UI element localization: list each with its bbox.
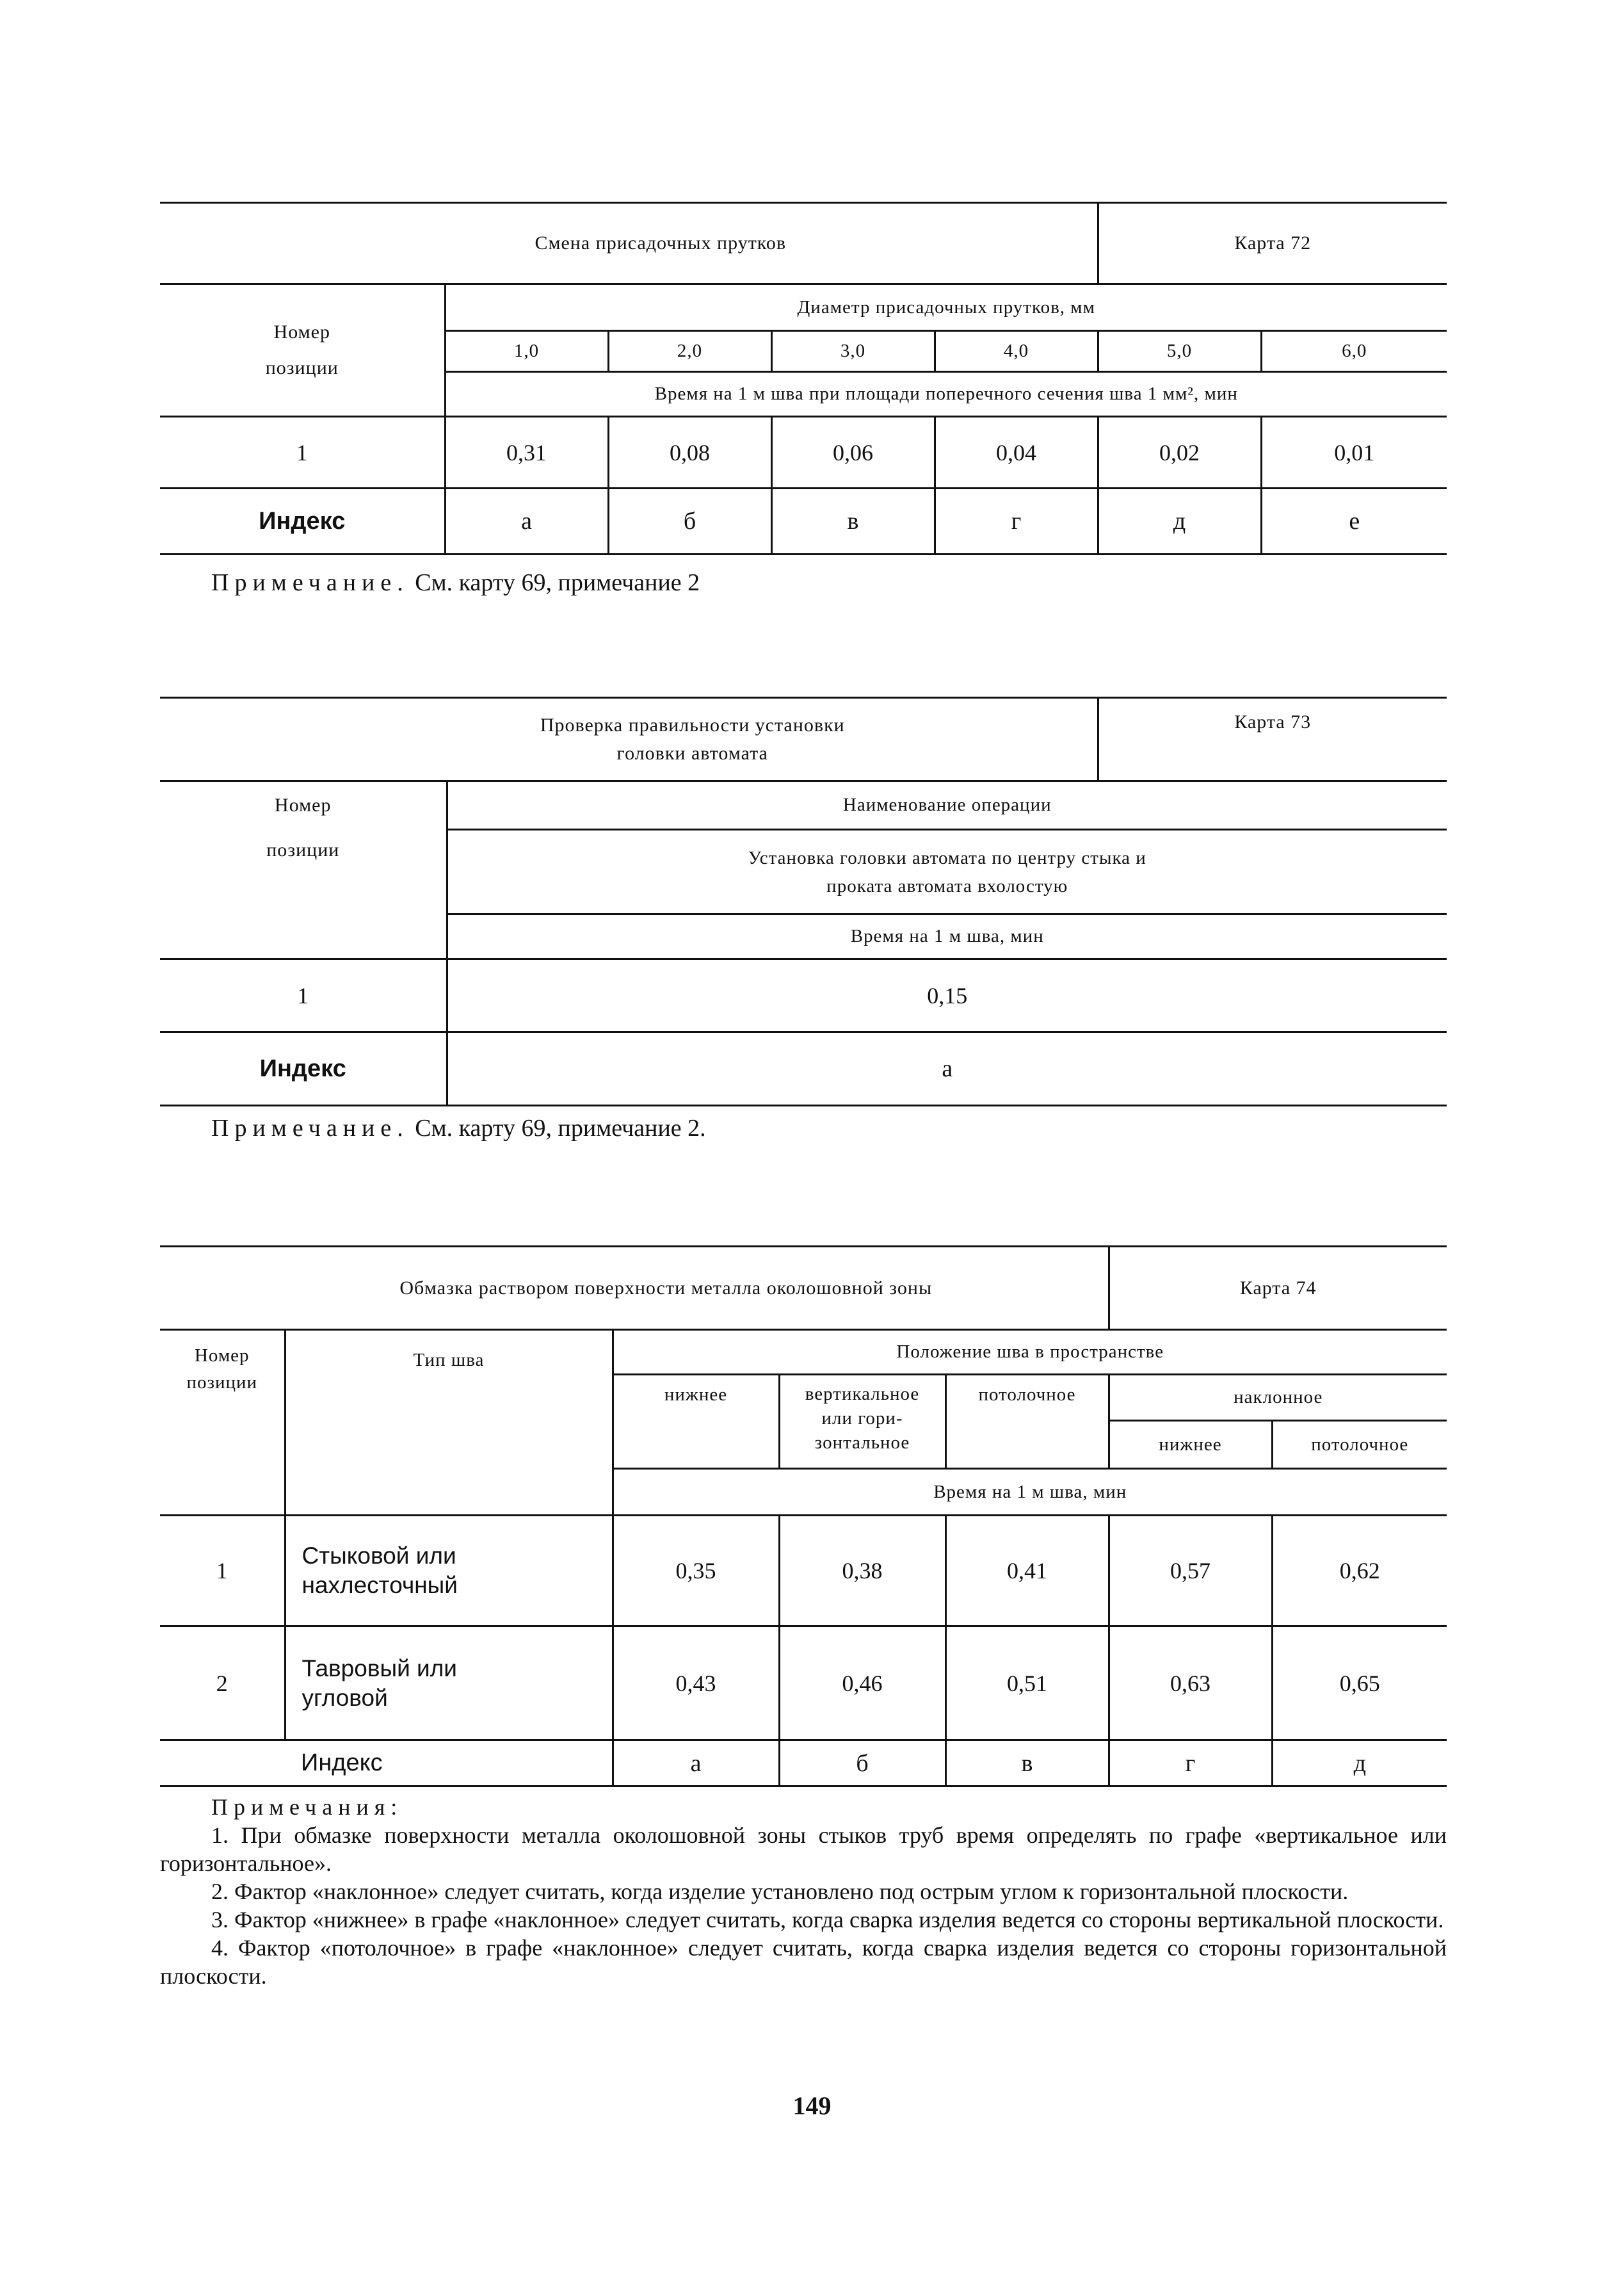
card-74-index-2: б — [779, 1740, 945, 1786]
card-74-index-1: а — [613, 1740, 779, 1786]
row-2-pos: 2 — [160, 1626, 285, 1740]
card-72-index-3: в — [771, 489, 935, 555]
pos-header-line2: позиции — [265, 357, 339, 378]
card-73-pos-header — [160, 781, 447, 959]
row-1-value-2: 0,38 — [779, 1516, 945, 1626]
card-74-note-1: 1. При обмазке поверхности металла околошовной зоны стыков труб время определять по графе «вертикальное или горизонтальное». — [160, 1822, 1447, 1876]
card-72-title: Смена присадочных прутков — [160, 203, 1098, 284]
index-spacer — [160, 1740, 285, 1786]
col-inclined-lower: нижнее — [1109, 1421, 1272, 1469]
op-line1: Установка головки автомата по центру стыка и — [748, 847, 1146, 868]
card-74-notes — [160, 1793, 1447, 1990]
card-72-value-3: 0,06 — [771, 417, 935, 489]
row-1-type — [285, 1516, 613, 1626]
card-72-note — [211, 569, 700, 597]
col-vertical-line1: вертикальное — [805, 1384, 920, 1404]
card-74-index-label: Индекс — [285, 1740, 613, 1786]
card-74-position-header: Положение шва в пространстве — [613, 1330, 1447, 1375]
pos-header-line2: позиции — [186, 1372, 258, 1393]
card-72-table — [160, 202, 1447, 555]
card-73-note — [211, 1114, 706, 1142]
card-73-row-pos: 1 — [160, 959, 447, 1032]
card-74-time-header: Время на 1 м шва, мин — [613, 1469, 1447, 1516]
card-72-number: Карта 72 — [1098, 203, 1447, 284]
card-72-value-1: 0,31 — [445, 417, 608, 489]
card-72-index-1: а — [445, 489, 608, 555]
diameter-4: 4,0 — [935, 331, 1098, 372]
table-row — [160, 1626, 1447, 1740]
card-74-note-3: 3. Фактор «нижнее» в графе «наклонное» следует считать, когда сварка изделия ведется со стороны вертикальной плоскости. — [211, 1907, 1444, 1932]
diameter-5: 5,0 — [1098, 331, 1261, 372]
card-72-index-5: д — [1098, 489, 1261, 555]
card-72-index-6: е — [1261, 489, 1447, 555]
row-1-value-3: 0,41 — [945, 1516, 1109, 1626]
col-inclined-ceiling: потолочное — [1272, 1421, 1447, 1469]
row-2-value-2: 0,46 — [779, 1626, 945, 1740]
card-74-note-4: 4. Фактор «потолочное» в графе «наклонное» следует считать, когда сварка изделия ведется со стороны горизонтальной плоскости. — [160, 1935, 1447, 1989]
row-2-type — [285, 1626, 613, 1740]
card-73-number: Карта 73 — [1098, 698, 1447, 781]
pos-header-line1: Номер — [194, 1345, 250, 1366]
row-2-type-line2: угловой — [301, 1684, 388, 1711]
card-72-note-label: Примечание. — [211, 569, 409, 596]
card-72-index-label: Индекс — [160, 489, 445, 555]
row-1-value-1: 0,35 — [613, 1516, 779, 1626]
card-73-note-text: См. карту 69, примечание 2. — [415, 1115, 706, 1142]
card-72-time-header: Время на 1 м шва при площади поперечного сечения шва 1 мм², мин — [445, 372, 1447, 417]
card-74-number: Карта 74 — [1109, 1247, 1447, 1330]
card-73-time-header: Время на 1 м шва, мин — [447, 914, 1447, 959]
card-74-index-4: г — [1109, 1740, 1272, 1786]
col-vertical-line2: или гори- — [821, 1408, 903, 1429]
card-74-notes-label: Примечания: — [211, 1794, 403, 1820]
card-72-row-pos: 1 — [160, 417, 445, 489]
col-lower: нижнее — [613, 1375, 779, 1469]
card-72-index-2: б — [608, 489, 771, 555]
card-73-op-name — [447, 830, 1447, 914]
card-74-title: Обмазка раствором поверхности металла околошовной зоны — [160, 1247, 1109, 1330]
card-74-note-2: 2. Фактор «наклонное» следует считать, когда изделие установлено под острым углом к горизонтальной плоскости. — [211, 1879, 1349, 1904]
card-72-value-4: 0,04 — [935, 417, 1098, 489]
card-73-index-label: Индекс — [160, 1032, 447, 1106]
col-vertical-line3: зонтальное — [814, 1432, 910, 1453]
card-73-title-line1: Проверка правильности установки — [540, 714, 845, 736]
op-line2: проката автомата вхолостую — [826, 875, 1068, 896]
card-72-value-6: 0,01 — [1261, 417, 1447, 489]
card-73-note-label: Примечание. — [211, 1115, 409, 1142]
row-1-value-4: 0,57 — [1109, 1516, 1272, 1626]
row-1-value-5: 0,62 — [1272, 1516, 1447, 1626]
card-73-title-line2: головки автомата — [616, 742, 768, 764]
row-1-type-line1: Стыковой или — [301, 1543, 456, 1569]
col-inclined: наклонное — [1109, 1375, 1447, 1421]
card-74-pos-header — [160, 1330, 285, 1516]
col-vertical — [779, 1375, 945, 1469]
card-74 — [160, 1245, 1447, 1787]
pos-header-line1: Номер — [275, 795, 332, 816]
card-72-diameter-header: Диаметр присадочных прутков, мм — [445, 284, 1447, 331]
col-ceiling: потолочное — [945, 1375, 1109, 1469]
table-row — [160, 1516, 1447, 1626]
card-72 — [160, 202, 1447, 555]
row-1-type-line2: нахлесточный — [301, 1572, 458, 1598]
card-73-value: 0,15 — [447, 959, 1447, 1032]
card-74-table — [160, 1245, 1447, 1787]
card-74-index-5: д — [1272, 1740, 1447, 1786]
row-2-value-3: 0,51 — [945, 1626, 1109, 1740]
diameter-3: 3,0 — [771, 331, 935, 372]
card-73-op-header: Наименование операции — [447, 781, 1447, 830]
card-73-index: а — [447, 1032, 1447, 1106]
pos-header-line2: позиции — [266, 839, 340, 861]
page-number: 149 — [792, 2091, 832, 2120]
card-74-type-header: Тип шва — [285, 1330, 613, 1516]
diameter-2: 2,0 — [608, 331, 771, 372]
card-72-pos-header — [160, 284, 445, 417]
card-73 — [160, 697, 1447, 1106]
pos-header-line1: Номер — [273, 321, 330, 343]
card-72-value-2: 0,08 — [608, 417, 771, 489]
row-1-pos: 1 — [160, 1516, 285, 1626]
card-74-index-3: в — [945, 1740, 1109, 1786]
row-2-value-5: 0,65 — [1272, 1626, 1447, 1740]
card-72-value-5: 0,02 — [1098, 417, 1261, 489]
row-2-value-1: 0,43 — [613, 1626, 779, 1740]
row-2-type-line1: Тавровый или — [301, 1655, 457, 1681]
card-72-index-4: г — [935, 489, 1098, 555]
diameter-6: 6,0 — [1261, 331, 1447, 372]
card-73-table — [160, 697, 1447, 1106]
row-2-value-4: 0,63 — [1109, 1626, 1272, 1740]
card-72-note-text: См. карту 69, примечание 2 — [415, 569, 700, 596]
diameter-1: 1,0 — [445, 331, 608, 372]
card-73-title — [160, 698, 1098, 781]
